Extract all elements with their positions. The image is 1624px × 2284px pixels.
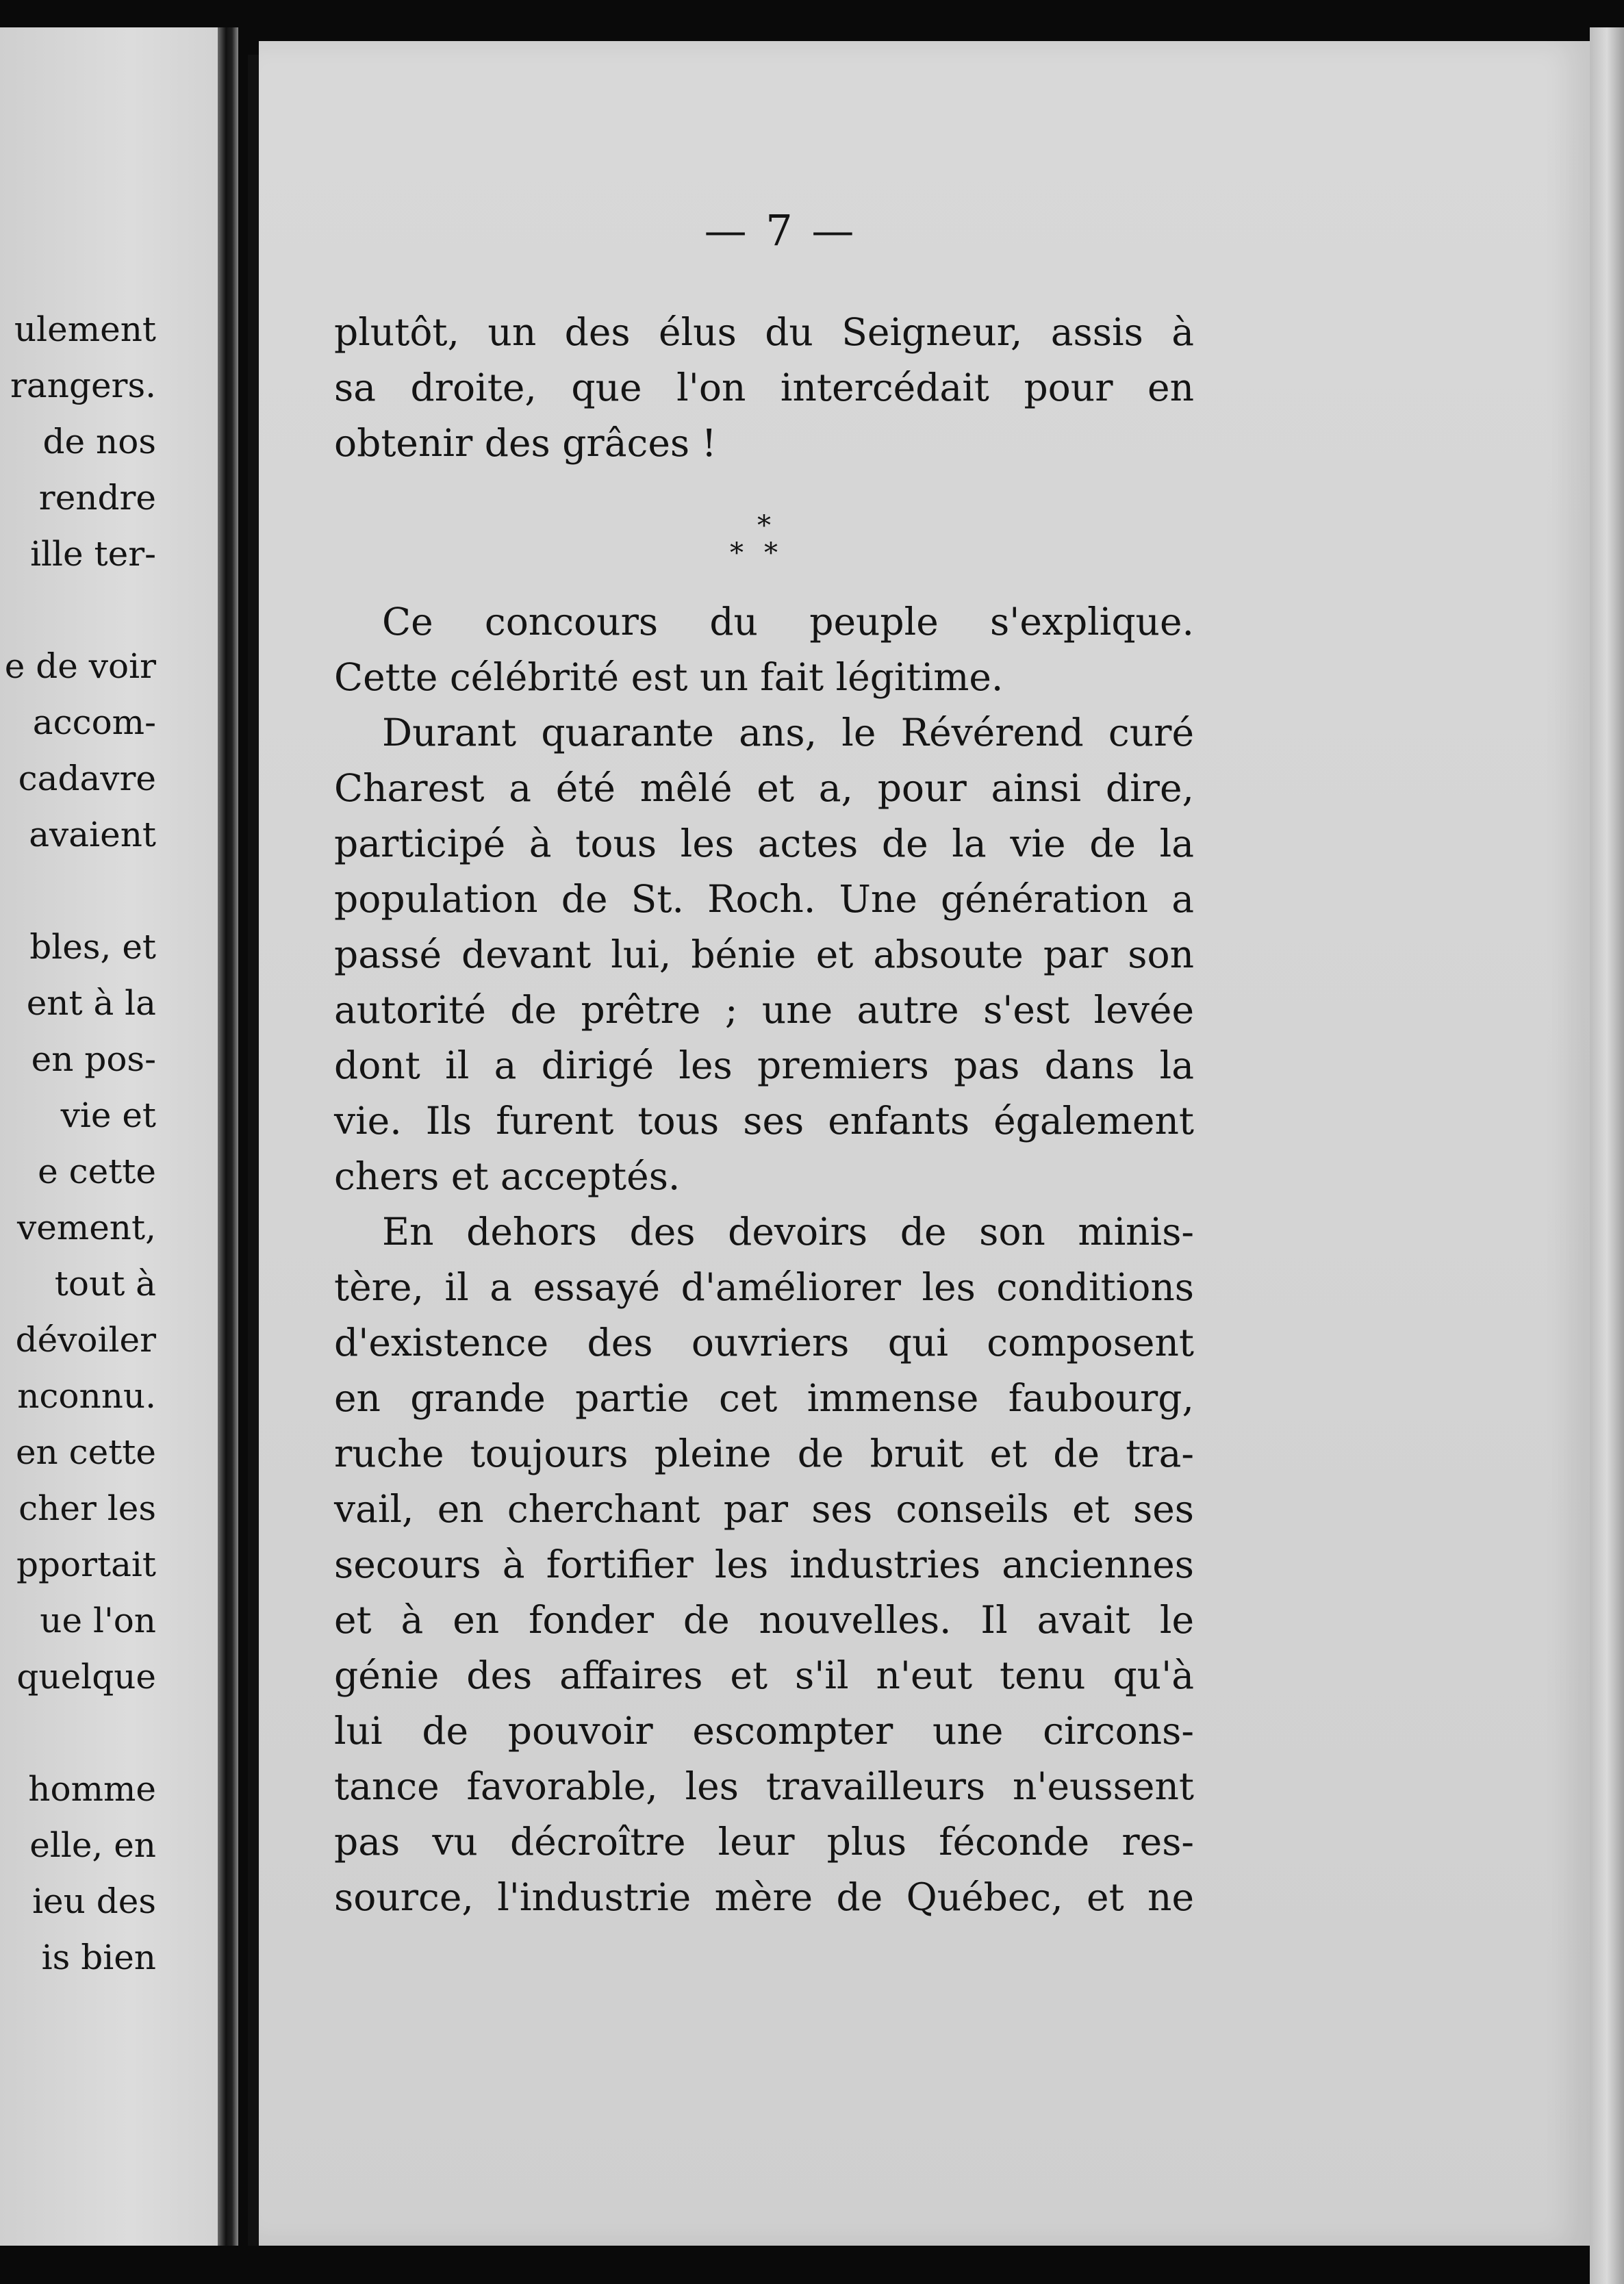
left-line: en pos- (31, 1039, 156, 1079)
text-line: population de St. Roch. Une génération a (334, 877, 1194, 921)
left-line: e de voir (4, 646, 156, 686)
left-line: avaient (29, 815, 156, 854)
text-line: autorité de prêtre ; une autre s'est levée (334, 988, 1194, 1032)
left-line: vement, (16, 1208, 156, 1247)
left-line: elle, en (29, 1825, 156, 1865)
text-line: et à en fonder de nouvelles. Il avait le (334, 1598, 1194, 1642)
left-page-lines (5, 301, 156, 1985)
left-line: rendre (38, 478, 156, 518)
text-line: pas vu décroître leur plus féconde res- (334, 1820, 1194, 1864)
binding-line (248, 55, 259, 2246)
left-line: dévoiler (15, 1320, 156, 1360)
text-line: en grande partie cet immense faubourg, (334, 1376, 1194, 1420)
left-line: bles, et (29, 927, 156, 967)
asterism-bottom: ** (730, 537, 798, 569)
text-line: tance favorable, les travailleurs n'eussent (334, 1764, 1194, 1808)
left-gap (5, 582, 156, 638)
left-line: e cette (38, 1152, 156, 1191)
text-line: passé devant lui, bénie et absoute par son (334, 932, 1194, 976)
text-line: dont il a dirigé les premiers pas dans la (334, 1043, 1194, 1087)
text-line: plutôt, un des élus du Seigneur, assis à (334, 310, 1194, 354)
left-line: en cette (15, 1432, 156, 1472)
text-line: Charest a été mêlé et a, pour ainsi dire, (334, 766, 1194, 810)
left-line: rangers. (10, 366, 156, 405)
text-line: vail, en cherchant par ses conseils et ses (334, 1487, 1194, 1531)
asterism-separator (334, 471, 1194, 594)
text-line: Ce concours du peuple s'explique. (382, 600, 1194, 644)
left-line: pportait (16, 1545, 156, 1584)
left-line: de nos (42, 422, 156, 461)
page-number: — 7 — (704, 205, 857, 255)
left-line: tout à (54, 1264, 156, 1304)
text-line: chers et acceptés. (334, 1154, 681, 1198)
text-line: d'existence des ouvriers qui composent (334, 1321, 1194, 1365)
left-line: homme (28, 1769, 156, 1809)
text-line: obtenir des grâces ! (334, 421, 717, 465)
page-edge (1590, 27, 1624, 2284)
left-line: cadavre (18, 759, 156, 798)
left-line: is bien (41, 1938, 156, 1977)
left-gap (5, 1705, 156, 1761)
left-line: ille ter- (30, 534, 156, 574)
text-line: ruche toujours pleine de bruit et de tra- (334, 1432, 1194, 1475)
text-line: Durant quarante ans, le Révérend curé (382, 711, 1194, 754)
text-line: vie. Ils furent tous ses enfants également (334, 1099, 1194, 1143)
asterism-top: * (757, 510, 771, 542)
left-line: quelque (16, 1657, 156, 1697)
text-line: tère, il a essayé d'améliorer les conditions (334, 1265, 1194, 1309)
text-line: Cette célébrité est un fait légitime. (334, 655, 1004, 699)
text-line: En dehors des devoirs de son minis- (382, 1210, 1194, 1254)
left-line: cher les (18, 1488, 156, 1528)
text-line: secours à fortifier les industries anciennes (334, 1543, 1194, 1586)
left-line: nconnu. (17, 1376, 156, 1416)
left-line: ent à la (26, 983, 156, 1023)
left-line: ue l'on (40, 1601, 156, 1640)
left-line: ulement (14, 309, 156, 349)
left-line: ieu des (32, 1881, 156, 1921)
left-line: accom- (32, 702, 156, 742)
book-spine (218, 27, 238, 2246)
left-gap (5, 863, 156, 919)
text-line: participé à tous les actes de la vie de la (334, 822, 1194, 865)
text-line: lui de pouvoir escompter une circons- (334, 1709, 1194, 1753)
text-line: génie des affaires et s'il n'eut tenu qu'à (334, 1653, 1194, 1697)
left-page-fragment (0, 27, 218, 2246)
left-line: vie et (60, 1095, 156, 1135)
text-line: source, l'industrie mère de Québec, et ne (334, 1875, 1194, 1919)
text-block (334, 305, 1194, 1925)
text-line: sa droite, que l'on intercédait pour en (334, 366, 1194, 409)
